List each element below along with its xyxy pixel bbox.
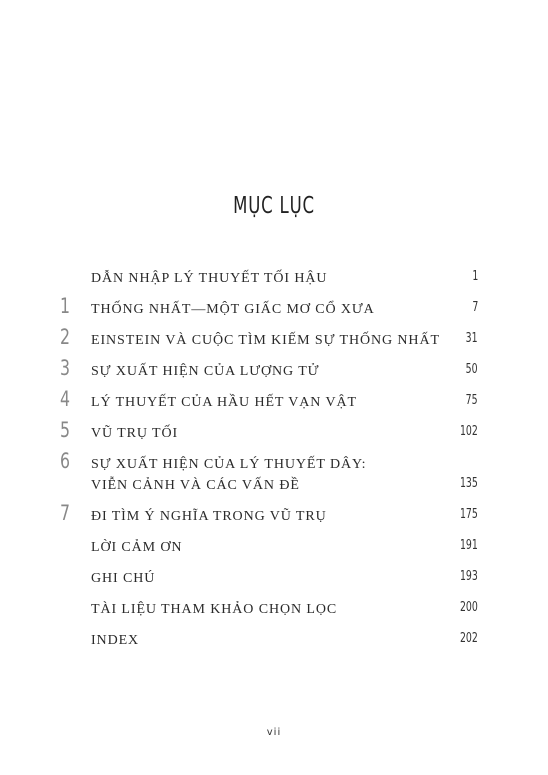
page-number: 7 xyxy=(472,300,478,315)
entry-title: INDEX xyxy=(91,633,140,648)
entry-title: SỰ XUẤT HIỆN CỦA LƯỢNG TỬ xyxy=(91,364,320,379)
toc-entry[interactable] xyxy=(60,532,480,563)
toc-entry[interactable] xyxy=(60,418,480,449)
page-number: 193 xyxy=(460,569,478,584)
entry-title: LỜI CẢM ƠN xyxy=(91,540,183,555)
toc-entry[interactable] xyxy=(60,625,480,656)
entry-title: GHI CHÚ xyxy=(91,571,156,586)
chapter-number: 6 xyxy=(60,449,71,473)
toc-entry[interactable] xyxy=(60,294,480,325)
chapter-number: 1 xyxy=(60,294,71,318)
page-number: 202 xyxy=(460,631,478,646)
entry-title: THỐNG NHẤT—MỘT GIẤC MƠ CỔ XƯA xyxy=(91,302,375,317)
toc-entry[interactable] xyxy=(60,387,480,418)
entry-title: LÝ THUYẾT CỦA HẦU HẾT VẠN VẬT xyxy=(91,395,357,410)
page-number: 200 xyxy=(460,600,478,615)
toc-entry[interactable] xyxy=(60,325,480,356)
page-number: 191 xyxy=(460,538,478,553)
toc-entry[interactable] xyxy=(60,501,480,532)
page-number: 75 xyxy=(466,393,478,408)
page-number: 1 xyxy=(472,269,478,284)
entry-title: DẪN NHẬP LÝ THUYẾT TỐI HẬU xyxy=(91,271,328,286)
entry-title: EINSTEIN VÀ CUỘC TÌM KIẾM SỰ THỐNG NHẤT xyxy=(91,333,440,348)
page-number: 50 xyxy=(466,362,478,377)
page-number: 135 xyxy=(460,476,478,491)
toc-heading: MỤC LỤC xyxy=(233,193,315,219)
page-number: 175 xyxy=(460,507,478,522)
toc-entry[interactable] xyxy=(60,449,480,501)
chapter-number: 7 xyxy=(60,501,71,525)
chapter-number: 5 xyxy=(60,418,71,442)
page-number: 102 xyxy=(460,424,478,439)
page-folio: vii xyxy=(266,727,282,738)
entry-title: SỰ XUẤT HIỆN CỦA LÝ THUYẾT DÂY: VIỄN CẢNH VÀ CÁC VẤN ĐỀ xyxy=(91,457,367,493)
page-number: 31 xyxy=(466,331,478,346)
chapter-number: 4 xyxy=(60,387,71,411)
toc-entry[interactable] xyxy=(60,356,480,387)
entry-title: ĐI TÌM Ý NGHĨA TRONG VŨ TRỤ xyxy=(91,509,327,524)
toc-entry[interactable] xyxy=(60,594,480,625)
chapter-number: 3 xyxy=(60,356,71,380)
entry-title: VŨ TRỤ TỐI xyxy=(91,426,179,441)
chapter-number: 2 xyxy=(60,325,71,349)
toc-entry[interactable] xyxy=(60,263,480,294)
toc-entry[interactable] xyxy=(60,563,480,594)
entry-title: TÀI LIỆU THAM KHẢO CHỌN LỌC xyxy=(91,602,338,617)
toc-list xyxy=(60,263,480,656)
